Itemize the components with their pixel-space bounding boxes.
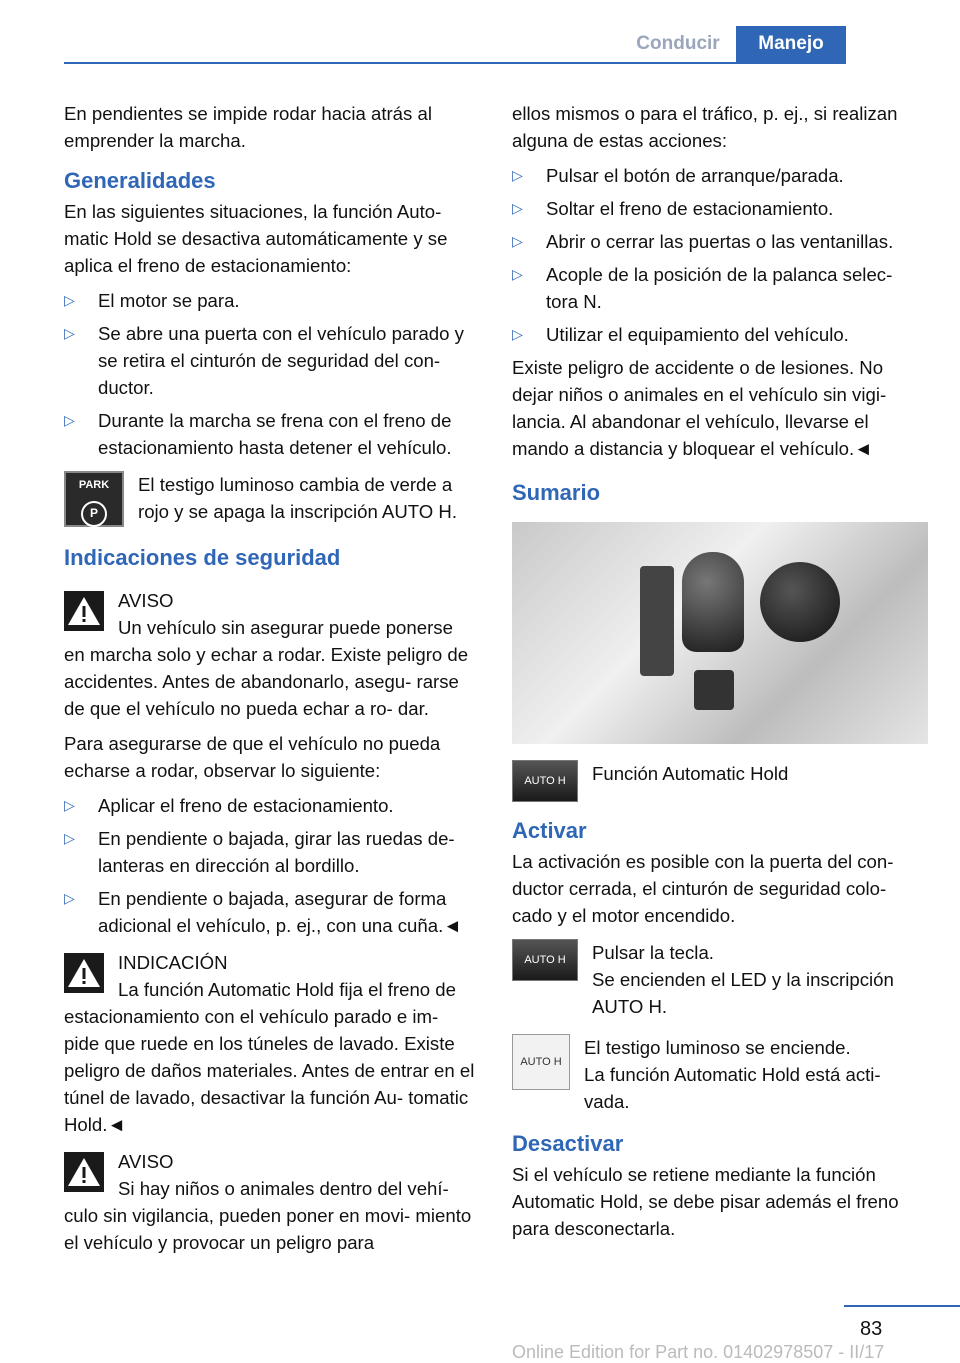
deactivate-paragraph: Si el vehículo se retiene mediante la función Automatic Hold, se debe pisar además el freno para desconectarla. [512,1164,899,1239]
indicator-on-text: El testigo luminoso se enciende. [584,1037,851,1058]
notice-title: INDICACIÓN [118,952,228,973]
page-number: 83 [860,1318,883,1340]
list-item: ▷ En pendiente o bajada, asegurar de forma adicional el vehículo, p. ej., con una cuña.◄ [64,885,478,939]
list-item: ▷ En pendiente o bajada, girar las ruedas de- lanteras en dirección al bordillo. [64,825,478,879]
warning-title: AVISO [118,1151,174,1172]
list-item: ▷ Utilizar el equipamiento del vehículo. [512,321,928,348]
list-item: ▷ Soltar el freno de estacionamiento. [512,195,928,222]
auto-h-button-icon: AUTO H [512,760,578,802]
list-item: ▷ Pulsar el botón de arranque/parada. [512,162,928,189]
edition-footer[interactable]: Online Edition for Part no. 01402978507 - II/17 [512,1342,885,1362]
right-column [512,100,928,1250]
warning-title: AVISO [118,590,174,611]
heading-seguridad: Indicaciones de seguridad [64,545,341,570]
heading-desactivar: Desactivar [512,1131,624,1156]
notice-text: La función Automatic Hold fija el freno de estacionamiento con el vehículo parado e im- pide que ruede en los túneles de lavado. Existe peligro de daños materiales. Antes de entrar en el túnel de lavado, desactivar la función Au- tomatic Hold.◄ [64,979,475,1135]
center-console-photo [512,522,928,744]
press-key-row [512,939,928,1020]
footer-rule [844,1305,960,1307]
park-brake-icon: PARK P [64,471,124,527]
continued-paragraph: ellos mismos o para el tráfico, p. ej., si realizan alguna de estas acciones: [512,103,898,151]
header-bar [0,0,960,64]
activate-paragraph: La activación es posible con la puerta del con- ductor cerrada, el cinturón de seguridad colo- cado y el motor encendido. [512,851,894,926]
auto-h-indicator-icon: AUTO H [512,1034,570,1090]
list-item: ▷ El motor se para. [64,287,478,314]
park-indicator-row [64,471,478,527]
warning-icon [64,1152,104,1192]
tab-conducir[interactable]: Conducir [620,26,736,62]
activated-text: La función Automatic Hold está acti- vada. [584,1064,881,1112]
intro-paragraph: En pendientes se impide rodar hacia atrás al emprender la marcha. [64,103,432,151]
secure-list [64,792,478,939]
heading-activar: Activar [512,818,587,843]
tab-manejo[interactable]: Manejo [736,26,846,62]
actions-list [512,162,928,348]
list-item: ▷ Aplicar el freno de estacionamiento. [64,792,478,819]
press-key-text: Pulsar la tecla. [592,942,714,963]
warning-icon [64,591,104,631]
auto-h-button-icon: AUTO H [512,939,578,981]
secure-paragraph: Para asegurarse de que el vehículo no pueda echarse a rodar, observar lo siguiente: [64,733,441,781]
heading-sumario: Sumario [512,480,601,505]
auto-h-row [512,760,928,802]
list-item: ▷ Acople de la posición de la palanca selec- tora N. [512,261,928,315]
conditions-list [64,287,478,461]
warning-icon [64,953,104,993]
warning-text: Un vehículo sin asegurar puede ponerse en marcha solo y echar a rodar. Existe peligro de accidentes. Antes de abandonarlo, asegu- rarse de que el vehículo no pueda echar a ro- dar. [64,617,469,719]
warning-text: Si hay niños o animales dentro del vehí- culo sin vigilancia, pueden poner en movi- miento el vehículo y provocar un peligro para [64,1178,472,1253]
warning-block [64,1148,478,1256]
general-paragraph: En las siguientes situaciones, la función Auto- matic Hold se desactiva automáticamente y se aplica el freno de estacionamiento: [64,201,448,276]
warning-block [64,587,478,722]
notice-block [64,949,478,1138]
list-item: ▷ Durante la marcha se frena con el freno de estacionamiento hasta detener el vehículo. [64,407,478,461]
park-indicator-text: El testigo luminoso cambia de verde a rojo y se apaga la inscripción AUTO H. [138,474,457,522]
heading-generalidades: Generalidades [64,168,216,193]
left-column [64,100,478,1264]
auto-h-caption: Función Automatic Hold [592,763,789,784]
indicator-row [512,1034,928,1115]
list-item: ▷ Se abre una puerta con el vehículo parado y se retira el cinturón de seguridad del con- ductor. [64,320,478,401]
list-item: ▷ Abrir o cerrar las puertas o las ventanillas. [512,228,928,255]
danger-paragraph: Existe peligro de accidente o de lesiones. No dejar niños o animales en el vehículo sin vigi- lancia. Al abandonar el vehículo, llevarse el mando a distancia y bloquear el vehículo.◄ [512,357,887,459]
led-text: Se encienden el LED y la inscripción AUTO H. [592,969,894,1017]
header-rule [64,62,846,64]
